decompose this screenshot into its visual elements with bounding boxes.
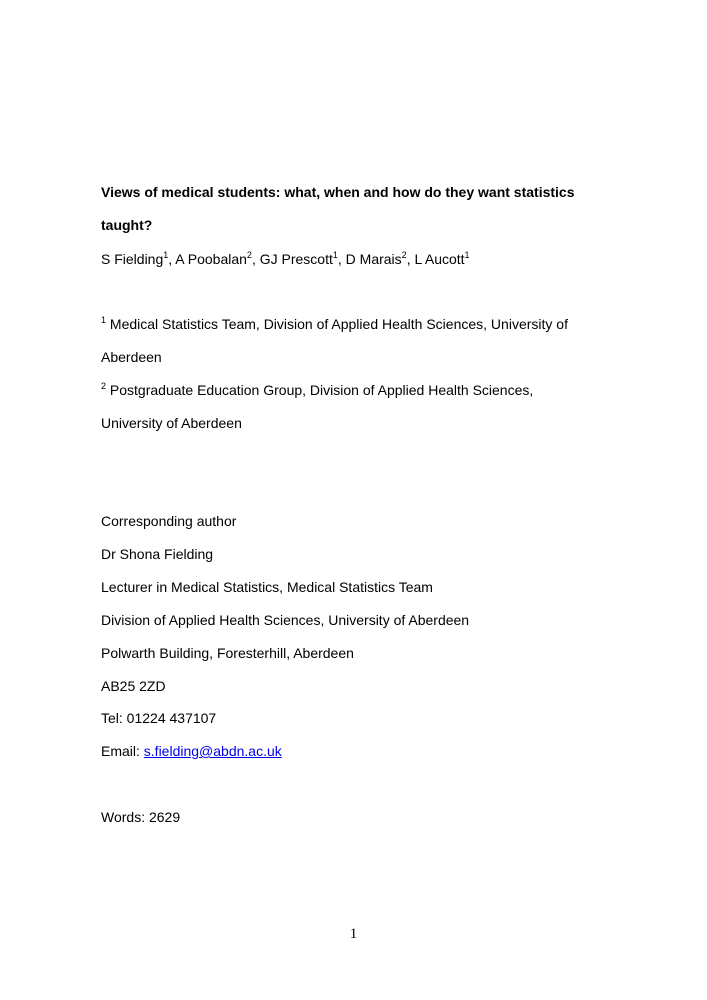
corresponding-address: Polwarth Building, Foresterhill, Aberdeen	[101, 645, 354, 661]
author-name: L Aucott	[414, 251, 465, 267]
word-count: Words: 2629	[101, 809, 181, 825]
corresponding-tel: Tel: 01224 437107	[101, 710, 217, 726]
affiliation-marker: 1	[332, 250, 338, 260]
corresponding-heading: Corresponding author	[101, 513, 237, 529]
author-list: S Fielding$^1$, A Poobalan$^2$, GJ Prescott$^1$, D Marais$^2$, L Aucott$^1$	[101, 250, 470, 267]
author-name: D Marais	[345, 251, 402, 267]
affiliation-marker: 2	[401, 250, 407, 260]
author-name: A Poobalan	[175, 251, 247, 267]
corresponding-name: Dr Shona Fielding	[101, 546, 214, 562]
author-name: GJ Prescott	[259, 251, 333, 267]
affiliation-marker: 1	[464, 250, 470, 260]
affiliation-2-line-1	[101, 381, 533, 399]
email-label: Email:	[101, 743, 144, 759]
affiliation-1-line-2: Aberdeen	[101, 349, 162, 365]
page-number: 1	[349, 926, 358, 942]
paper-title-line-2: taught?	[101, 217, 153, 233]
affiliation-marker: 1	[101, 315, 107, 325]
affiliation-marker: 2	[246, 250, 252, 260]
paper-title-line-1: Views of medical students: what, when and how do they want statistics	[101, 184, 575, 200]
corresponding-position: Lecturer in Medical Statistics, Medical Statistics Team	[101, 579, 433, 595]
affiliation-marker: 2	[101, 381, 107, 391]
email-link[interactable]: s.fielding@abdn.ac.uk	[143, 743, 282, 759]
author-name: S Fielding	[101, 251, 164, 267]
corresponding-division: Division of Applied Health Sciences, University of Aberdeen	[101, 612, 470, 628]
affiliation-2-line-2: University of Aberdeen	[101, 415, 242, 431]
corresponding-email-line	[101, 742, 282, 760]
affiliation-1-line-1	[101, 315, 568, 333]
affiliation-text: Postgraduate Education Group, Division of Applied Health Sciences,	[109, 382, 534, 398]
affiliation-text: Medical Statistics Team, Division of Applied Health Sciences, University of	[109, 316, 568, 332]
corresponding-postcode: AB25 2ZD	[101, 678, 166, 694]
affiliation-marker: 1	[163, 250, 169, 260]
